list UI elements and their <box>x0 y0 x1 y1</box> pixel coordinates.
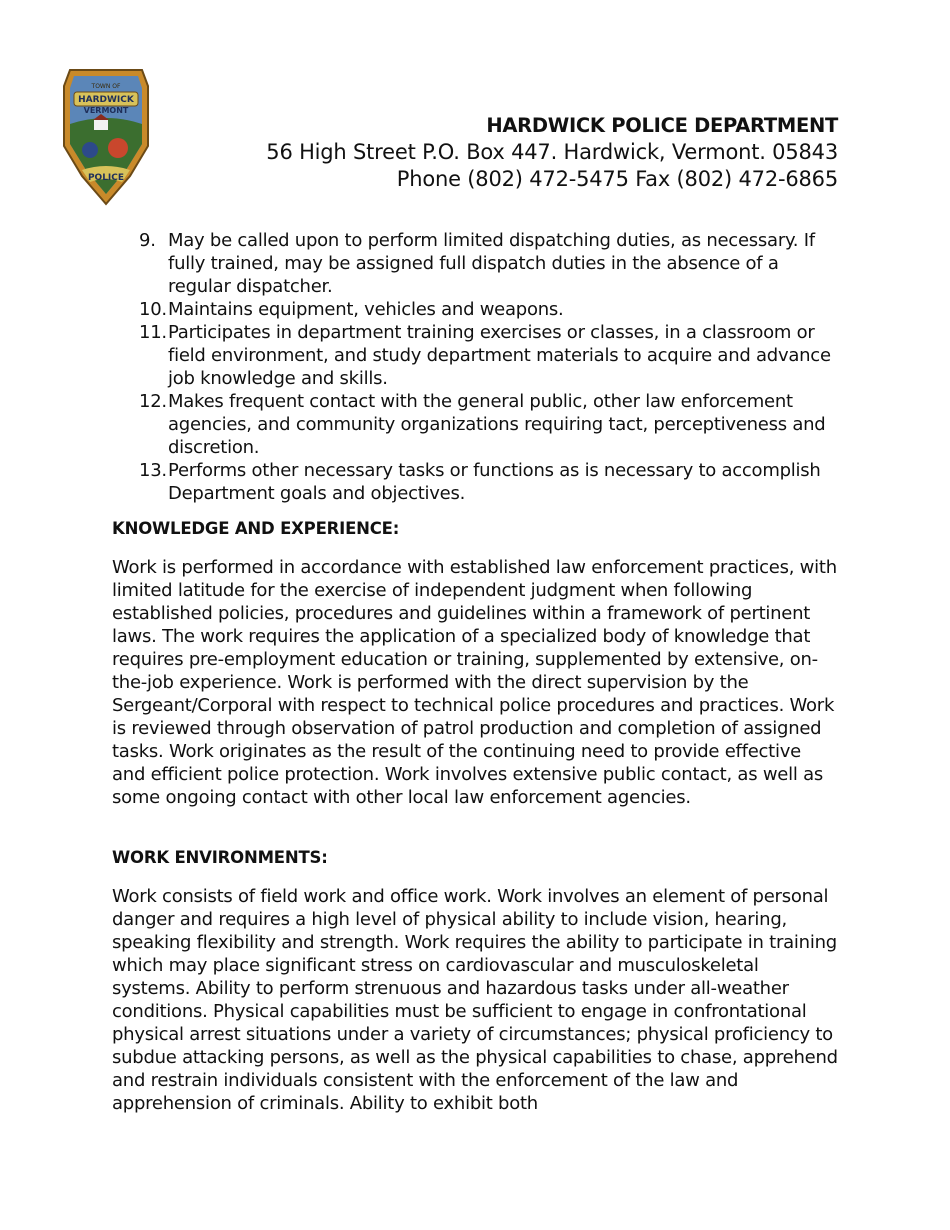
police-patch-icon <box>60 66 152 208</box>
list-item <box>112 229 838 298</box>
list-item-number: 10. <box>139 299 167 320</box>
duties-list <box>112 229 838 505</box>
logo-name-text: HARDWICK <box>78 95 134 105</box>
environment-heading: WORK ENVIRONMENTS: <box>112 848 328 867</box>
knowledge-paragraph: Work is performed in accordance with established law enforcement practices, with limited latitude for the exercise of independent judgment when following established policies, procedures and guidelines within a framework of pertinent laws. The work requires the application of a specialized body of knowledge that requires pre-employment education or training, supplemented by extensive, on-the-job experience. Work is performed with the direct supervision by the Sergeant/Corporal with respect to technical police procedures and practices. Work is reviewed through observation of patrol production and completion of assigned tasks. Work originates as the result of the continuing need to provide effective and efficient police protection. Work involves extensive public contact, as well as some ongoing contact with other local law enforcement agencies. <box>112 557 837 808</box>
list-item-number: 9. <box>139 230 156 251</box>
knowledge-heading: KNOWLEDGE AND EXPERIENCE: <box>112 519 400 538</box>
list-item-number: 13. <box>139 460 167 481</box>
logo-top-text: TOWN OF <box>91 83 121 90</box>
list-item-number: 11. <box>139 322 167 343</box>
letterhead <box>266 113 838 193</box>
list-item <box>112 298 838 321</box>
list-item <box>112 321 838 390</box>
department-phone: Phone (802) 472-5475 Fax (802) 472-6865 <box>396 167 838 191</box>
list-item-text: Maintains equipment, vehicles and weapons. <box>168 299 564 320</box>
list-item <box>112 390 838 459</box>
logo-bottom-text: POLICE <box>87 173 125 183</box>
list-item-text: Makes frequent contact with the general public, other law enforcement agencies, and community organizations requiring tact, perceptiveness and discretion. <box>168 391 826 458</box>
department-name: HARDWICK POLICE DEPARTMENT <box>486 114 838 137</box>
list-item <box>112 459 838 505</box>
department-address: 56 High Street P.O. Box 447. Hardwick, Vermont. 05843 <box>266 140 838 164</box>
list-item-text: May be called upon to perform limited dispatching duties, as necessary. If fully trained, may be assigned full dispatch duties in the absence of a regular dispatcher. <box>168 230 815 297</box>
list-item-text: Performs other necessary tasks or functions as is necessary to accomplish Department goals and objectives. <box>168 460 821 504</box>
logo-state-text: VERMONT <box>83 106 129 115</box>
list-item-number: 12. <box>139 391 167 412</box>
list-item-text: Participates in department training exercises or classes, in a classroom or field environment, and study department materials to acquire and advance job knowledge and skills. <box>168 322 831 389</box>
environment-paragraph: Work consists of field work and office work. Work involves an element of personal danger and requires a high level of physical ability to include vision, hearing, speaking flexibility and strength. Work requires the ability to participate in training which may place significant stress on cardiovascular and musculoskeletal systems. Ability to perform strenuous and hazardous tasks under all-weather conditions. Physical capabilities must be sufficient to engage in confrontational physical arrest situations under a variety of circumstances; physical proficiency to subdue attacking persons, as well as the physical capabilities to chase, apprehend and restrain individuals consistent with the enforcement of the law and apprehension of criminals. Ability to exhibit both <box>112 886 838 1114</box>
